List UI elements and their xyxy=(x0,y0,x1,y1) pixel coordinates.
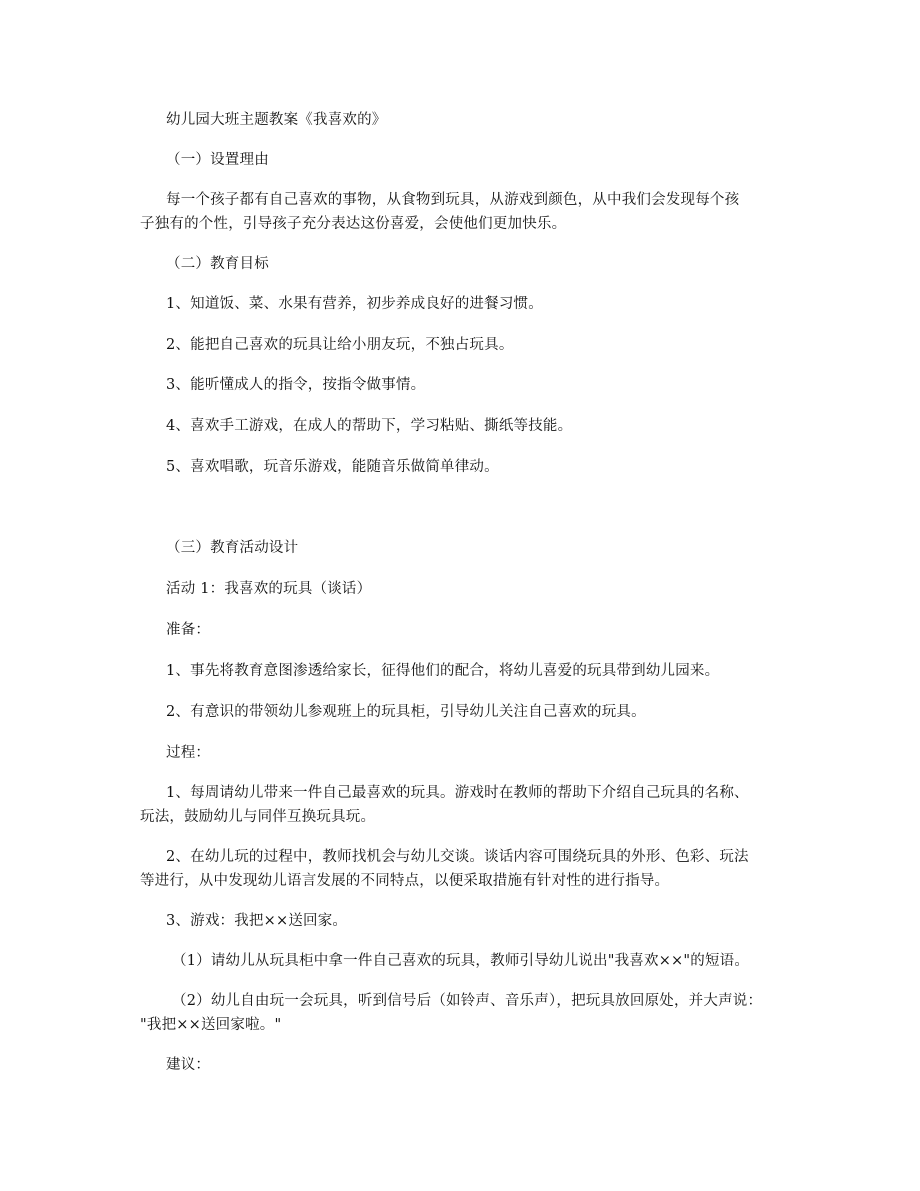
process-label: 过程： xyxy=(166,745,211,761)
process-item2-line2: 等进行，从中发现幼儿语言发展的不同特点，以便采取措施有针对性的进行指导。 xyxy=(140,873,670,889)
prep-item: 2、有意识的带领幼儿参观班上的玩具柜，引导幼儿关注自己喜欢的玩具。 xyxy=(166,704,646,720)
process-item1-line1: 1、每周请幼儿带来一件自己最喜欢的玩具。游戏时在教师的帮助下介绍自己玩具的名称、 xyxy=(166,785,749,801)
activity-title: 活动 1：我喜欢的玩具（谈话） xyxy=(166,581,372,597)
suggestion-label: 建议： xyxy=(166,1057,211,1073)
process-item1-line2: 玩法，鼓励幼儿与同伴互换玩具玩。 xyxy=(140,809,376,825)
process-subitem2-line1: （2）幼儿自由玩一会玩具，听到信号后（如铃声、音乐声），把玩具放回原处，并大声说： xyxy=(172,993,763,1009)
process-item2-line1: 2、在幼儿玩的过程中，教师找机会与幼儿交谈。谈话内容可围绕玩具的外形、色彩、玩法 xyxy=(166,849,749,865)
prep-item: 1、事先将教育意图渗透给家长，征得他们的配合，将幼儿喜爱的玩具带到幼儿园来。 xyxy=(166,663,720,679)
reason-paragraph-line2: 子独有的个性，引导孩子充分表达这份喜爱，会使他们更加快乐。 xyxy=(140,216,567,232)
process-subitem1: （1）请幼儿从玩具柜中拿一件自己喜欢的玩具，教师引导幼儿说出"我喜欢××"的短语。 xyxy=(172,953,750,969)
section-heading-activities: （三）教育活动设计 xyxy=(166,540,299,556)
goal-item: 5、喜欢唱歌，玩音乐游戏，能随音乐做简单律动。 xyxy=(166,459,499,475)
process-item3: 3、游戏：我把××送回家。 xyxy=(166,913,348,929)
goal-item: 1、知道饭、菜、水果有营养，初步养成良好的进餐习惯。 xyxy=(166,296,543,312)
process-subitem2-line2: "我把××送回家啦。" xyxy=(140,1017,282,1033)
section-heading-reason: （一）设置理由 xyxy=(166,152,269,168)
goal-item: 3、能听懂成人的指令，按指令做事情。 xyxy=(166,377,426,393)
reason-paragraph-line1: 每一个孩子都有自己喜欢的事物，从食物到玩具，从游戏到颜色，从中我们会发现每个孩 xyxy=(166,192,740,208)
goal-item: 2、能把自己喜欢的玩具让给小朋友玩，不独占玩具。 xyxy=(166,337,514,353)
goal-item: 4、喜欢手工游戏，在成人的帮助下，学习粘贴、撕纸等技能。 xyxy=(166,418,573,434)
section-heading-goals: （二）教育目标 xyxy=(166,256,269,272)
prep-label: 准备： xyxy=(166,622,211,638)
document-title: 幼儿园大班主题教案《我喜欢的》 xyxy=(166,112,387,128)
